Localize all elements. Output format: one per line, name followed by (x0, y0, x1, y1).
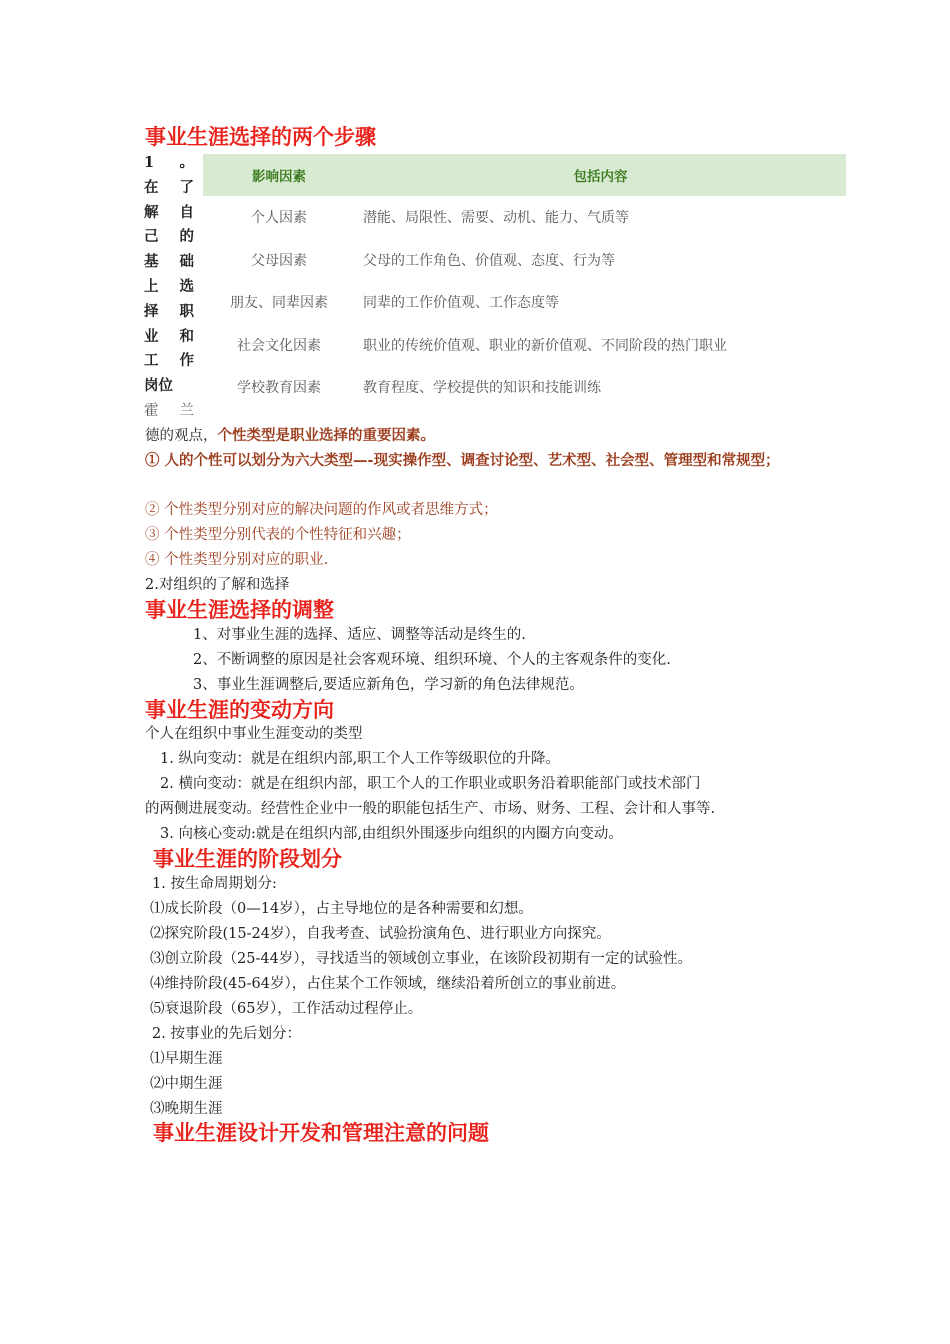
table-cell: 潜能、局限性、需要、动机、能力、气质等 (363, 210, 629, 227)
adjustment-item-3: 3、事业生涯调整后,要适应新角色，学习新的角色法律规范。 (193, 677, 584, 693)
personality-point-3: ③ 个性类型分别代表的个性特征和兴趣； (145, 527, 411, 543)
table-cell: 父母因素 (251, 252, 307, 269)
personality-point-1: ① 人的个性可以划分为六大类型—-现实操作型、调查讨论型、艺术型、社会型、管理型和常规型； (145, 452, 780, 469)
step1-vertical-text: 1 。 在 了 解 自 己 的 基 础 上 选 择 职 业 和 工 作 岗位 霍 兰 (144, 154, 194, 419)
career-order-heading: 2. 按事业的先后划分： (152, 1026, 301, 1042)
lifecycle-stage-1: ⑴成长阶段（0—14岁），占主导地位的是各种需要和幻想。 (150, 901, 533, 917)
lifecycle-heading: 1. 按生命周期划分: (152, 876, 277, 892)
section-title-design-issues: 事业生涯设计开发和管理注意的问题 (153, 1121, 489, 1145)
section-title-adjustment: 事业生涯选择的调整 (145, 598, 334, 622)
personality-point-4: ④ 个性类型分别对应的职业. (145, 552, 329, 568)
direction-intro: 个人在组织中事业生涯变动的类型 (145, 726, 363, 742)
table-cell: 职业的传统价值观、职业的新价值观、不同阶段的热门职业 (363, 337, 727, 354)
direction-item-1: 1. 纵向变动：就是在组织内部,职工个人工作等级职位的升降。 (160, 751, 561, 767)
lifecycle-stage-2: ⑵探究阶段(15-24岁），自我考查、试验扮演角色、进行职业方向探究。 (150, 926, 611, 942)
table-cell: 朋友、同辈因素 (230, 295, 328, 312)
direction-item-2b: 的两侧进展变动。经营性企业中一般的职能包括生产、市场、财务、工程、会计和人事等. (145, 801, 716, 817)
influence-factors-table (203, 154, 846, 409)
section-title-choice-steps: 事业生涯选择的两个步骤 (145, 125, 376, 149)
table-cell: 同辈的工作价值观、工作态度等 (363, 295, 559, 312)
table-cell: 个人因素 (251, 210, 307, 227)
table-header-row (203, 154, 846, 196)
table-cell: 学校教育因素 (237, 380, 321, 397)
lifecycle-stage-3: ⑶创立阶段（25-44岁），寻找适当的领域创立事业，在该阶段初期有一定的试验性。 (150, 951, 693, 967)
personality-point-2: ② 个性类型分别对应的解决问题的作风或者思维方式； (145, 502, 498, 518)
table-row (203, 366, 846, 409)
lifecycle-stage-5: ⑸衰退阶段（65岁），工作活动过程停止。 (150, 1001, 423, 1017)
holland-viewpoint: 德的观点，个性类型是职业选择的重要因素。 (145, 427, 435, 444)
career-stage-middle: ⑵中期生涯 (150, 1076, 223, 1092)
table-cell: 父母的工作角色、价值观、态度、行为等 (363, 252, 615, 269)
career-stage-early: ⑴早期生涯 (150, 1051, 223, 1067)
step2-text: 2.对组织的了解和选择 (145, 577, 290, 593)
section-title-direction: 事业生涯的变动方向 (145, 698, 334, 722)
direction-item-2a: 2. 横向变动：就是在组织内部，职工个人的工作职业或职务沿着职能部门或技术部门 (160, 776, 701, 792)
section-title-stages: 事业生涯的阶段划分 (153, 847, 342, 871)
table-row (203, 196, 846, 239)
table-cell: 社会文化因素 (237, 337, 321, 354)
lifecycle-stage-4: ⑷维持阶段(45-64岁），占住某个工作领域，继续沿着所创立的事业前进。 (150, 976, 626, 992)
adjustment-item-1: 1、对事业生涯的选择、适应、调整等活动是终生的. (193, 627, 526, 643)
adjustment-item-2: 2、不断调整的原因是社会客观环境、组织环境、个人的主客观条件的变化. (193, 652, 671, 668)
direction-item-3: 3. 向核心变动:就是在组织内部,由组织外围逐步向组织的内圈方向变动。 (160, 826, 623, 842)
table-header-content: 包括内容 (355, 154, 846, 196)
table-cell: 教育程度、学校提供的知识和技能训练 (363, 380, 601, 397)
career-stage-late: ⑶晚期生涯 (150, 1101, 223, 1117)
table-row (203, 324, 846, 367)
table-header-factor: 影响因素 (203, 154, 355, 196)
table-row (203, 281, 846, 324)
table-row (203, 239, 846, 282)
